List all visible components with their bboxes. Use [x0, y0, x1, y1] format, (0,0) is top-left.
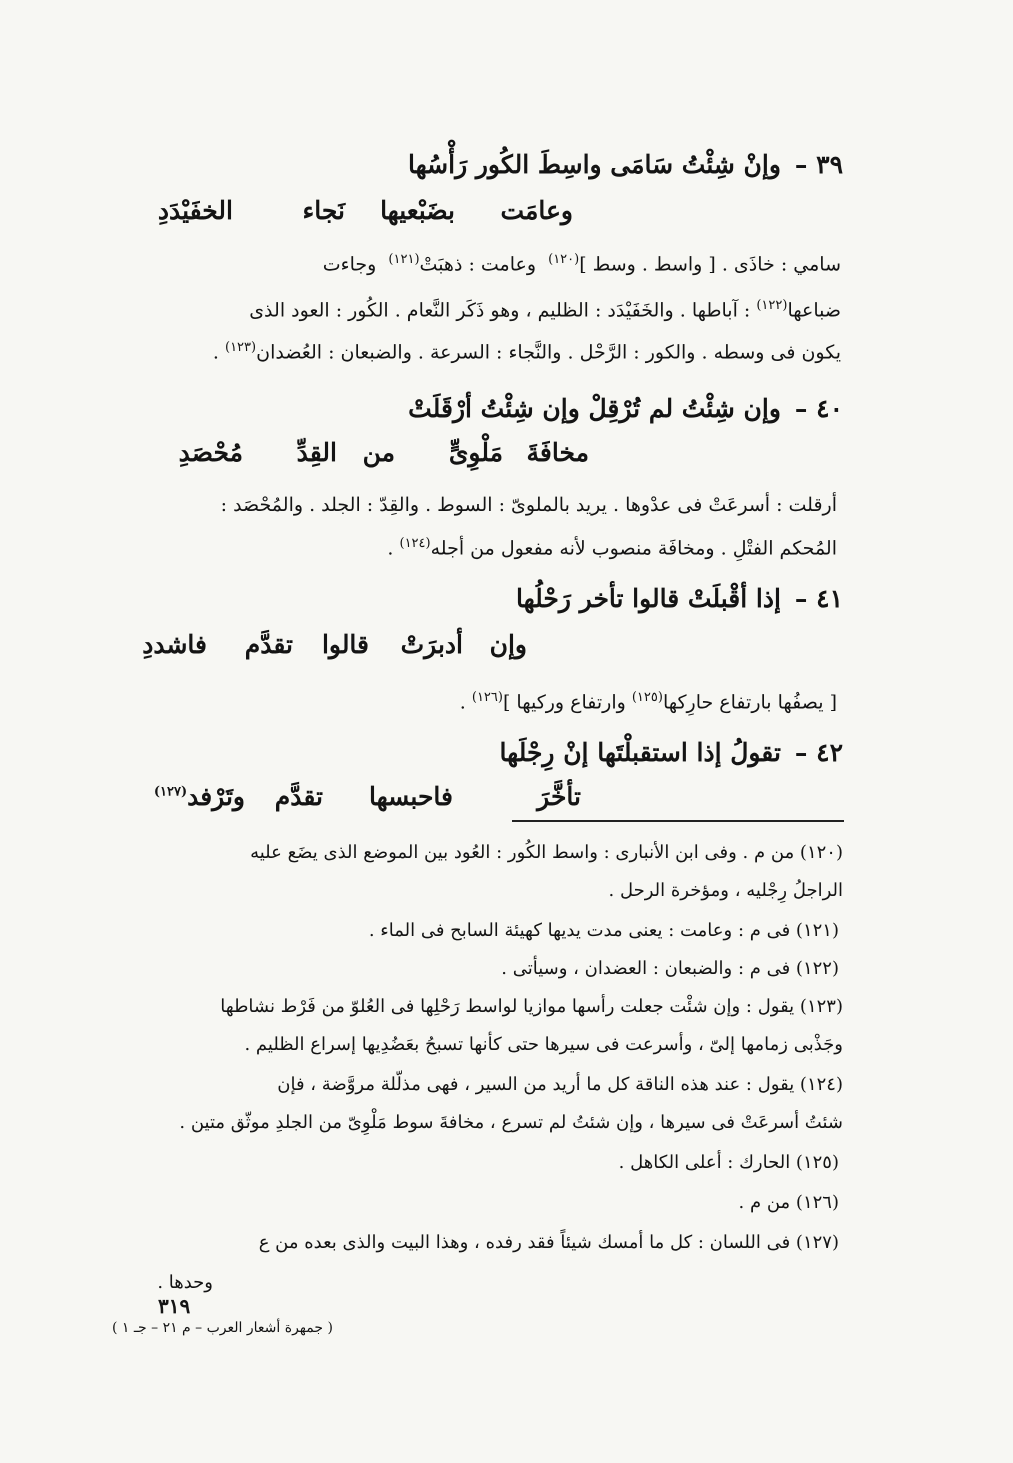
- verse-42-word: فاحبسها: [368, 782, 453, 811]
- verse-41-word: قالوا: [321, 630, 369, 659]
- commentary-41-line: [ يصفُها بارتفاع حارِكها$^{(١٢٥)}$ وارتفاع وركيها ]$^{(١٢٦)}$ .: [459, 690, 837, 714]
- verse-number: ٤٠ –: [794, 394, 843, 423]
- verse-number: ٣٩ –: [794, 150, 843, 179]
- footnote-120-cont: الراجلُ رِجْليه ، ومؤخرة الرحل .: [608, 880, 843, 901]
- printer-signature: ( جمهرة أشعار العرب – م ٢١ – جـ ١ ): [112, 1320, 333, 1336]
- reference-mark: (١٢٠): [548, 252, 580, 267]
- verse-42-word: تقدَّم: [274, 782, 323, 811]
- verse-40-word: مخافَةَ: [526, 438, 589, 467]
- reference-mark: (١٢٧): [153, 784, 188, 800]
- verse-41-word: فاشددِ: [142, 630, 207, 659]
- verse-40-word: مَلْوِىٍّ: [448, 438, 503, 467]
- verse-40-word: القِدِّ: [296, 438, 337, 467]
- verse-number: ٤١ –: [794, 584, 843, 613]
- verse-41-word: تقدَّم: [244, 630, 293, 659]
- commentary-39-line: سامي : خاذَى . [ واسط . وسط ]$^{(١٢٠)}$ وعامت : ذهبَتْ$^{(١٢١)}$ وجاءت: [322, 252, 841, 276]
- verse-40-word: مُحْصَدِ: [178, 438, 243, 467]
- hemistich-text: وإن شِئْتُ لم تُرْقِلْ وإن شِئْتُ أرْقَلَتْ: [408, 394, 781, 423]
- hemistich-text: إذا أقْبلَتْ قالوا تأخر رَحْلُها: [516, 584, 781, 613]
- footnote-127-cont: وحدها .: [157, 1272, 213, 1293]
- hemistich-text: وإنْ شِئْتُ سَامَى واسِطَ الكُور رَأْسُها: [408, 150, 781, 179]
- reference-mark: (١٢٥): [631, 690, 663, 705]
- verse-39-word: نَجاء: [302, 196, 345, 225]
- verse-41-word: أدبرَتْ: [400, 630, 463, 659]
- verse-39-word: بضَبْعيها: [380, 196, 455, 225]
- hemistich-text: تقولُ إذا استقبلْتَها إنْ رِجْلَها: [499, 738, 781, 767]
- commentary-40-line: المُحكم الفتْلِ . ومخافَة منصوب لأنه مفعول من أجله$^{(١٢٤)}$ .: [387, 536, 837, 560]
- footnote-126: (١٢٦) من م .: [738, 1192, 839, 1213]
- footnote-127: (١٢٧) فى اللسان : كل ما أمسك شيئاً فقد رفده ، وهذا البيت والذى بعده من ع: [258, 1232, 839, 1253]
- reference-mark: (١٢٢): [756, 298, 788, 313]
- verse-42-word: تأخَّرَ: [537, 782, 581, 811]
- footnote-separator: [512, 820, 844, 822]
- verse-42-first-hemistich: [500, 738, 843, 767]
- commentary-39-line: يكون فى وسطه . والكور : الرَّحْل . والنَّجاء : السرعة . والضبعان : العُضدان$^{(١٢٣)}$ .: [212, 340, 841, 364]
- footnote-125: (١٢٥) الحارك : أعلى الكاهل .: [618, 1152, 839, 1173]
- page-number: ٣١٩: [158, 1294, 191, 1318]
- footnote-121: (١٢١) فى م : وعامت : يعنى مدت يديها كهيئة السابح فى الماء .: [368, 920, 839, 941]
- verse-number: ٤٢ –: [794, 738, 843, 767]
- commentary-40-line: أرقلت : أسرعَتْ فى عدْوها . يريد بالملوىّ : السوط . والقِدّ : الجلد . والمُحْصَد :: [220, 494, 837, 516]
- footnote-123-cont: وجَذْبى زمامها إلىّ ، وأسرعت فى سيرها حتى كأنها تسبحُ بعَضُدِيها إسراع الظليم .: [244, 1034, 843, 1055]
- verse-40-word: من: [362, 438, 395, 467]
- commentary-39-line: ضباعها$^{(١٢٢)}$ : آباطها . والخَفَيْدَد : الظليم ، وهو ذَكَر النَّعام . الكُور : العود الذى: [249, 298, 841, 322]
- verse-40-first-hemistich: [408, 394, 843, 423]
- footnote-123: (١٢٣) يقول : وإن شئْت جعلت رأسها موازيا لواسط رَحْلِها فى العُلوّ من فَرْط نشاطها: [220, 996, 843, 1017]
- footnote-124-cont: شئتُ أسرعَتْ فى سيرها ، وإن شئتُ لم تسرع ، مخافةَ سوط مَلْوِىّ من الجلدِ موثّق متين .: [179, 1112, 843, 1133]
- verse-41-word: وإن: [489, 630, 527, 659]
- reference-mark: (١٢٣): [225, 340, 257, 355]
- footnote-124: (١٢٤) يقول : عند هذه الناقة كل ما أريد من السير ، فهى مذلّلة مروَّضة ، فإن: [277, 1074, 843, 1095]
- footnote-122: (١٢٢) فى م : والضبعان : العضدان ، وسيأتى .: [501, 958, 839, 979]
- reference-mark: (١٢٦): [471, 690, 503, 705]
- reference-mark: (١٢١): [388, 252, 420, 267]
- footnote-120: (١٢٠) من م . وفى ابن الأنبارى : واسط الكُور : العُود بين الموضع الذى يضَع عليه: [250, 842, 843, 863]
- reference-mark: (١٢٤): [399, 536, 431, 551]
- verse-42-word: وتَرْفد$^{(١٢٧)}$: [153, 782, 245, 811]
- verse-41-first-hemistich: [516, 584, 843, 613]
- verse-39-word: وعامَت: [500, 196, 573, 225]
- verse-39-first-hemistich: [408, 150, 843, 179]
- verse-39-word: الخفَيْدَدِ: [157, 196, 233, 225]
